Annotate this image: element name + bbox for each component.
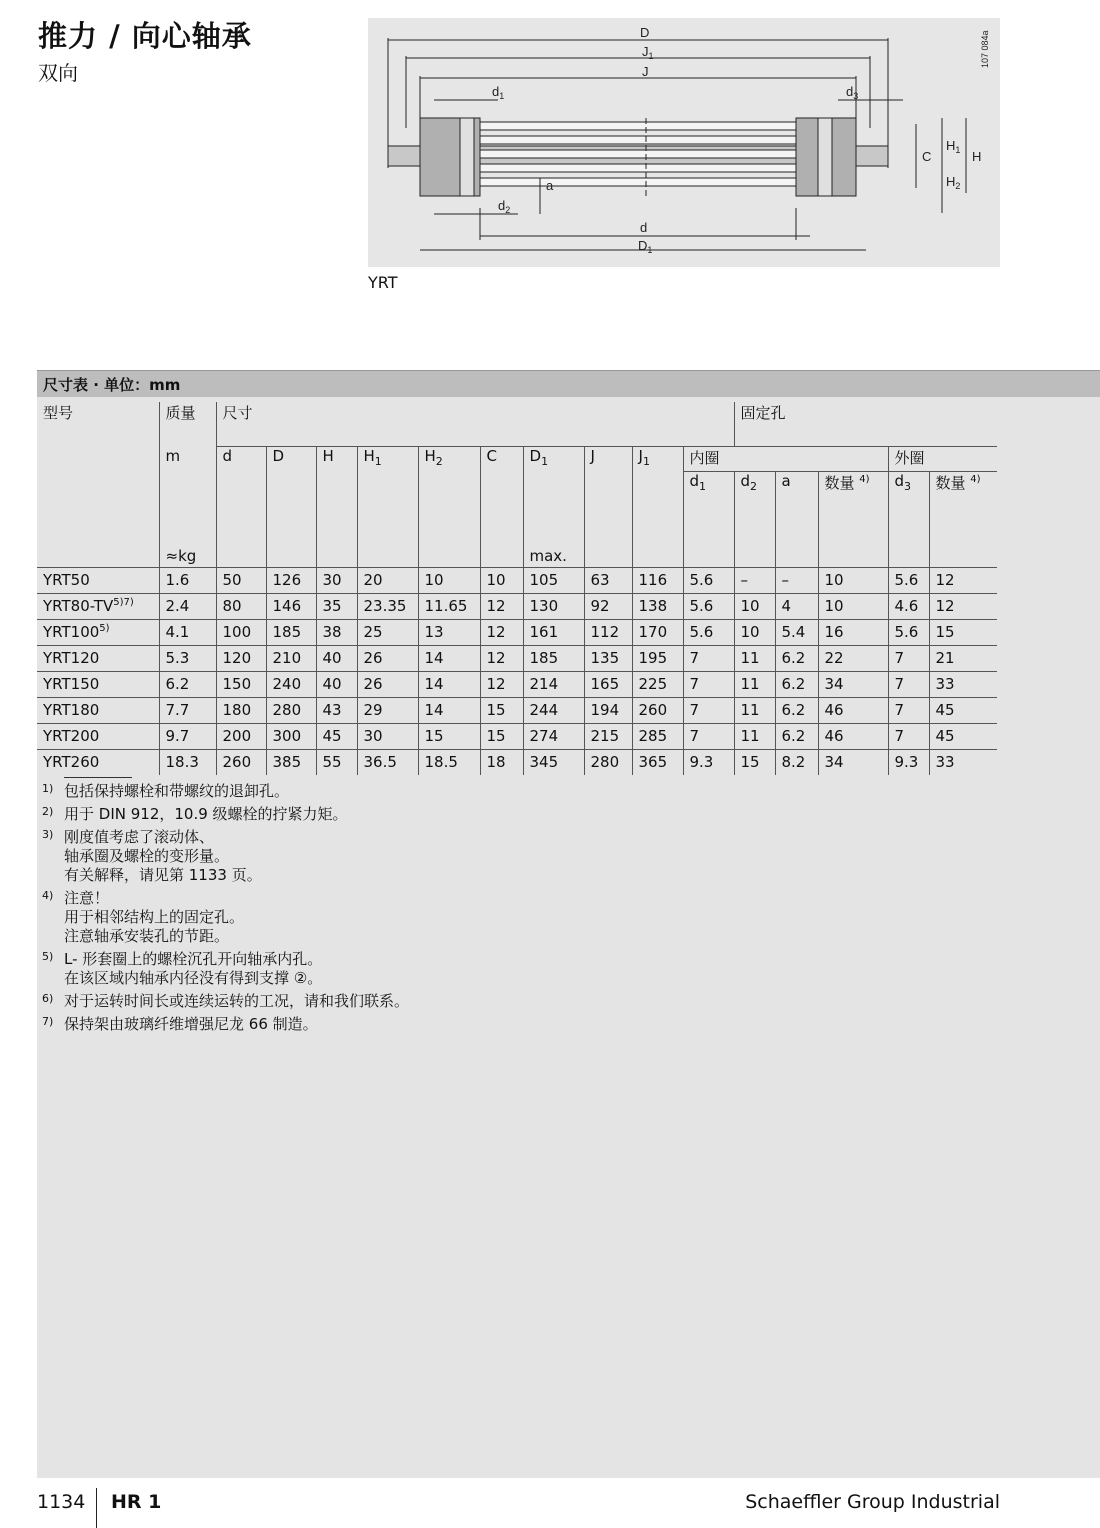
footnote: 2) 用于 DIN 912，10.9 级螺栓的拧紧力矩。 bbox=[42, 805, 348, 823]
footnote: 1) 包括保持螺栓和带螺纹的退卸孔。 bbox=[42, 782, 290, 800]
row-model: YRT200 bbox=[37, 724, 159, 750]
cell-D: 185 bbox=[266, 620, 316, 646]
footer-divider bbox=[96, 1488, 97, 1528]
cell-n1: 22 bbox=[818, 646, 888, 672]
cell-H1: 26 bbox=[357, 646, 418, 672]
cell-H: 55 bbox=[316, 750, 357, 776]
cell-a: – bbox=[775, 568, 818, 594]
cell-C: 18 bbox=[480, 750, 523, 776]
cell-d2: 10 bbox=[734, 620, 775, 646]
cell-n1: 46 bbox=[818, 724, 888, 750]
svg-text:a: a bbox=[546, 178, 554, 193]
cell-D: 240 bbox=[266, 672, 316, 698]
cell-n1: 46 bbox=[818, 698, 888, 724]
cell-d2: 11 bbox=[734, 672, 775, 698]
cell-n2: 45 bbox=[929, 698, 997, 724]
col-inner-ring: 内圈 bbox=[683, 447, 888, 472]
table-row bbox=[37, 698, 997, 724]
table-row bbox=[37, 724, 997, 750]
cell-d1: 5.6 bbox=[683, 620, 734, 646]
cell-d1: 7 bbox=[683, 646, 734, 672]
col-dims: 尺寸 bbox=[216, 402, 734, 447]
cell-n2: 15 bbox=[929, 620, 997, 646]
cell-D: 280 bbox=[266, 698, 316, 724]
cell-J: 135 bbox=[584, 646, 632, 672]
cell-J1: 116 bbox=[632, 568, 683, 594]
cell-H: 35 bbox=[316, 594, 357, 620]
cell-m: 1.6 bbox=[159, 568, 216, 594]
svg-text:C: C bbox=[922, 149, 932, 164]
cell-H1: 20 bbox=[357, 568, 418, 594]
cell-H: 40 bbox=[316, 646, 357, 672]
cell-d3: 7 bbox=[888, 672, 929, 698]
cell-d: 100 bbox=[216, 620, 266, 646]
label-J1: $J_1$ bbox=[642, 44, 654, 61]
cell-D: 146 bbox=[266, 594, 316, 620]
cell-n2: 33 bbox=[929, 672, 997, 698]
cell-a: 6.2 bbox=[775, 724, 818, 750]
cell-H: 38 bbox=[316, 620, 357, 646]
cell-a: 5.4 bbox=[775, 620, 818, 646]
cell-n2: 12 bbox=[929, 594, 997, 620]
cell-J: 63 bbox=[584, 568, 632, 594]
footnotes bbox=[42, 782, 409, 1038]
cell-H1: 25 bbox=[357, 620, 418, 646]
cell-H2: 14 bbox=[418, 698, 480, 724]
company-name: Schaeffler Group Industrial bbox=[745, 1491, 1000, 1513]
page-title: 推力 / 向心轴承 bbox=[38, 19, 252, 53]
label-J: J bbox=[642, 64, 649, 79]
svg-text:d2: $d_2$ bbox=[498, 198, 511, 215]
cell-H1: 23.35 bbox=[357, 594, 418, 620]
cell-d: 200 bbox=[216, 724, 266, 750]
cell-m: 6.2 bbox=[159, 672, 216, 698]
svg-text:D1: $D_1$ bbox=[638, 238, 653, 255]
cell-d3: 7 bbox=[888, 724, 929, 750]
cell-d3: 9.3 bbox=[888, 750, 929, 776]
cell-d3: 7 bbox=[888, 646, 929, 672]
row-model: YRT260 bbox=[37, 750, 159, 776]
cell-J1: 195 bbox=[632, 646, 683, 672]
cell-a: 6.2 bbox=[775, 646, 818, 672]
cell-m: 2.4 bbox=[159, 594, 216, 620]
row-model: YRT120 bbox=[37, 646, 159, 672]
cell-d1: 5.6 bbox=[683, 568, 734, 594]
cell-d1: 7 bbox=[683, 698, 734, 724]
table-row bbox=[37, 672, 997, 698]
cell-d2: 11 bbox=[734, 724, 775, 750]
cell-n2: 45 bbox=[929, 724, 997, 750]
cell-C: 15 bbox=[480, 698, 523, 724]
label-D: D bbox=[640, 25, 650, 40]
doc-label: HR 1 bbox=[111, 1491, 162, 1513]
footnote: 6) 对于运转时间长或连续运转的工况，请和我们联系。 bbox=[42, 992, 410, 1010]
table-row bbox=[37, 620, 997, 646]
cell-J1: 225 bbox=[632, 672, 683, 698]
cell-a: 6.2 bbox=[775, 672, 818, 698]
cell-D1: 185 bbox=[523, 646, 584, 672]
cell-d3: 4.6 bbox=[888, 594, 929, 620]
cell-C: 12 bbox=[480, 594, 523, 620]
cell-n1: 34 bbox=[818, 750, 888, 776]
cell-D1: 161 bbox=[523, 620, 584, 646]
cell-a: 6.2 bbox=[775, 698, 818, 724]
cell-H: 43 bbox=[316, 698, 357, 724]
cell-H1: 29 bbox=[357, 698, 418, 724]
cell-D: 210 bbox=[266, 646, 316, 672]
cell-C: 12 bbox=[480, 646, 523, 672]
svg-text:d1: $d_1$ bbox=[492, 84, 505, 101]
cell-n2: 33 bbox=[929, 750, 997, 776]
cell-D: 385 bbox=[266, 750, 316, 776]
cell-d2: 11 bbox=[734, 698, 775, 724]
cell-H2: 10 bbox=[418, 568, 480, 594]
svg-text:H2: $H_2$ bbox=[946, 174, 961, 191]
page-number: 1134 bbox=[37, 1491, 86, 1513]
page-subtitle: 双向 bbox=[38, 61, 78, 85]
cell-m: 5.3 bbox=[159, 646, 216, 672]
svg-text:H: H bbox=[972, 149, 982, 164]
cell-C: 10 bbox=[480, 568, 523, 594]
cell-J1: 138 bbox=[632, 594, 683, 620]
cell-H: 40 bbox=[316, 672, 357, 698]
row-model: $YRT80-TV^{5)7)}$ bbox=[37, 594, 159, 620]
cell-d: 80 bbox=[216, 594, 266, 620]
figure-code: 107 084a bbox=[980, 30, 990, 68]
cell-H2: 15 bbox=[418, 724, 480, 750]
row-model: YRT150 bbox=[37, 672, 159, 698]
cell-d1: 5.6 bbox=[683, 594, 734, 620]
col-mass: 质量 bbox=[159, 402, 216, 447]
cell-d: 260 bbox=[216, 750, 266, 776]
svg-text:d3: $d_3$ bbox=[846, 84, 859, 101]
footnote: 5) L- 形套圈上的螺栓沉孔开向轴承内孔。 在该区域内轴承内径没有得到支撑 ②。 bbox=[42, 950, 323, 987]
footnote: 3) 刚度值考虑了滚动体、 轴承圈及螺栓的变形量。 有关解释，请见第 1133 页。 bbox=[42, 828, 262, 884]
bearing-drawing bbox=[368, 18, 1000, 267]
cell-d: 120 bbox=[216, 646, 266, 672]
footnote: 7) 保持架由玻璃纤维增强尼龙 66 制造。 bbox=[42, 1015, 318, 1033]
cell-H1: 30 bbox=[357, 724, 418, 750]
cell-m: 7.7 bbox=[159, 698, 216, 724]
cell-C: 12 bbox=[480, 672, 523, 698]
col-fix: 固定孔 bbox=[734, 402, 997, 447]
cell-d2: – bbox=[734, 568, 775, 594]
cell-a: 4 bbox=[775, 594, 818, 620]
cell-a: 8.2 bbox=[775, 750, 818, 776]
cell-J1: 170 bbox=[632, 620, 683, 646]
cell-d3: 5.6 bbox=[888, 620, 929, 646]
table-row bbox=[37, 646, 997, 672]
footnote: 4) 注意！ 用于相邻结构上的固定孔。 注意轴承安装孔的节距。 bbox=[42, 889, 245, 945]
table-header: 尺寸表 · 单位：mm bbox=[37, 370, 1100, 397]
table-row bbox=[37, 594, 997, 620]
footnote-rule bbox=[64, 777, 132, 778]
cell-D1: 105 bbox=[523, 568, 584, 594]
cell-m: 18.3 bbox=[159, 750, 216, 776]
cell-J: 112 bbox=[584, 620, 632, 646]
dimension-table-panel bbox=[37, 370, 1100, 1478]
cell-n1: 10 bbox=[818, 568, 888, 594]
cell-d2: 11 bbox=[734, 646, 775, 672]
cell-D1: 274 bbox=[523, 724, 584, 750]
cell-n2: 12 bbox=[929, 568, 997, 594]
cell-J1: 260 bbox=[632, 698, 683, 724]
table-row bbox=[37, 750, 997, 776]
cell-J1: 285 bbox=[632, 724, 683, 750]
cell-H2: 18.5 bbox=[418, 750, 480, 776]
cell-H: 45 bbox=[316, 724, 357, 750]
cell-d2: 10 bbox=[734, 594, 775, 620]
cell-D1: 244 bbox=[523, 698, 584, 724]
cell-J: 165 bbox=[584, 672, 632, 698]
cell-m: 9.7 bbox=[159, 724, 216, 750]
cell-H2: 14 bbox=[418, 672, 480, 698]
svg-text:d: d bbox=[640, 220, 648, 235]
col-outer-ring: 外圈 bbox=[888, 447, 997, 472]
cell-H1: 26 bbox=[357, 672, 418, 698]
cell-d1: 7 bbox=[683, 724, 734, 750]
row-model: YRT100$^{5)}$ bbox=[37, 620, 159, 646]
cell-J: 194 bbox=[584, 698, 632, 724]
cell-J: 92 bbox=[584, 594, 632, 620]
cell-J: 280 bbox=[584, 750, 632, 776]
cell-d: 150 bbox=[216, 672, 266, 698]
cell-d: 180 bbox=[216, 698, 266, 724]
cell-n1: 34 bbox=[818, 672, 888, 698]
cell-m: 4.1 bbox=[159, 620, 216, 646]
cell-C: 12 bbox=[480, 620, 523, 646]
cell-d2: 15 bbox=[734, 750, 775, 776]
cell-D1: 345 bbox=[523, 750, 584, 776]
cell-J: 215 bbox=[584, 724, 632, 750]
cell-d1: 9.3 bbox=[683, 750, 734, 776]
dimension-table: 型号 质量 尺寸 固定孔 m d D H $H_1$ $H_2$ C $D_1$ J $J_1$ 内圈 外圈 $d_1$ $d_2$ a 数量 $^{4)}$ $d_3$ 数量 $^{4)}$ ≈kg max. YRT50 1.6 50 126 30 20 10 10 105 63 116 5.6 – – 10 5.6 12 $YRT80-TV^{5)7)}$ 2.4 80 146 35 23.35 11.65 12 130 92 138 5.6 10 4 10 4.6 12 YRT100$^{5)}$ 4.1 100 185 38 25 13 12 161 112 170 5.6 10 5.4 16 5.6 15 YRT120 5.3 120 210 40 26 14 12 185 135 195 7 11 6.2 22 7 21 YRT150 6.2 150 240 40 26 14 12 214 165 225 7 11 6.2 34 7 33 YRT180 7.7 180 280 43 29 14 15 244 194 260 7 11 6.2 46 7 45 YRT200 9.7 200 300 45 30 15 15 274 215 285 7 11 6.2 46 7 45 YRT260 18.3 260 385 55 36.5 18.5 18 345 280 365 9.3 15 8.2 34 9.3 33 bbox=[37, 402, 997, 775]
cell-d3: 5.6 bbox=[888, 568, 929, 594]
cell-D: 126 bbox=[266, 568, 316, 594]
cell-D1: 130 bbox=[523, 594, 584, 620]
cell-D: 300 bbox=[266, 724, 316, 750]
cell-H: 30 bbox=[316, 568, 357, 594]
cell-d3: 7 bbox=[888, 698, 929, 724]
cell-H1: 36.5 bbox=[357, 750, 418, 776]
cell-H2: 11.65 bbox=[418, 594, 480, 620]
cell-D1: 214 bbox=[523, 672, 584, 698]
cell-n1: 10 bbox=[818, 594, 888, 620]
row-model: YRT50 bbox=[37, 568, 159, 594]
cell-d1: 7 bbox=[683, 672, 734, 698]
cell-H2: 14 bbox=[418, 646, 480, 672]
cell-H2: 13 bbox=[418, 620, 480, 646]
row-model: YRT180 bbox=[37, 698, 159, 724]
col-model: 型号 bbox=[43, 404, 74, 422]
cell-n2: 21 bbox=[929, 646, 997, 672]
table-row bbox=[37, 568, 997, 594]
cell-C: 15 bbox=[480, 724, 523, 750]
svg-text:H1: $H_1$ bbox=[946, 138, 961, 155]
cell-d: 50 bbox=[216, 568, 266, 594]
figure-caption: YRT bbox=[368, 273, 398, 292]
cell-n1: 16 bbox=[818, 620, 888, 646]
cell-J1: 365 bbox=[632, 750, 683, 776]
